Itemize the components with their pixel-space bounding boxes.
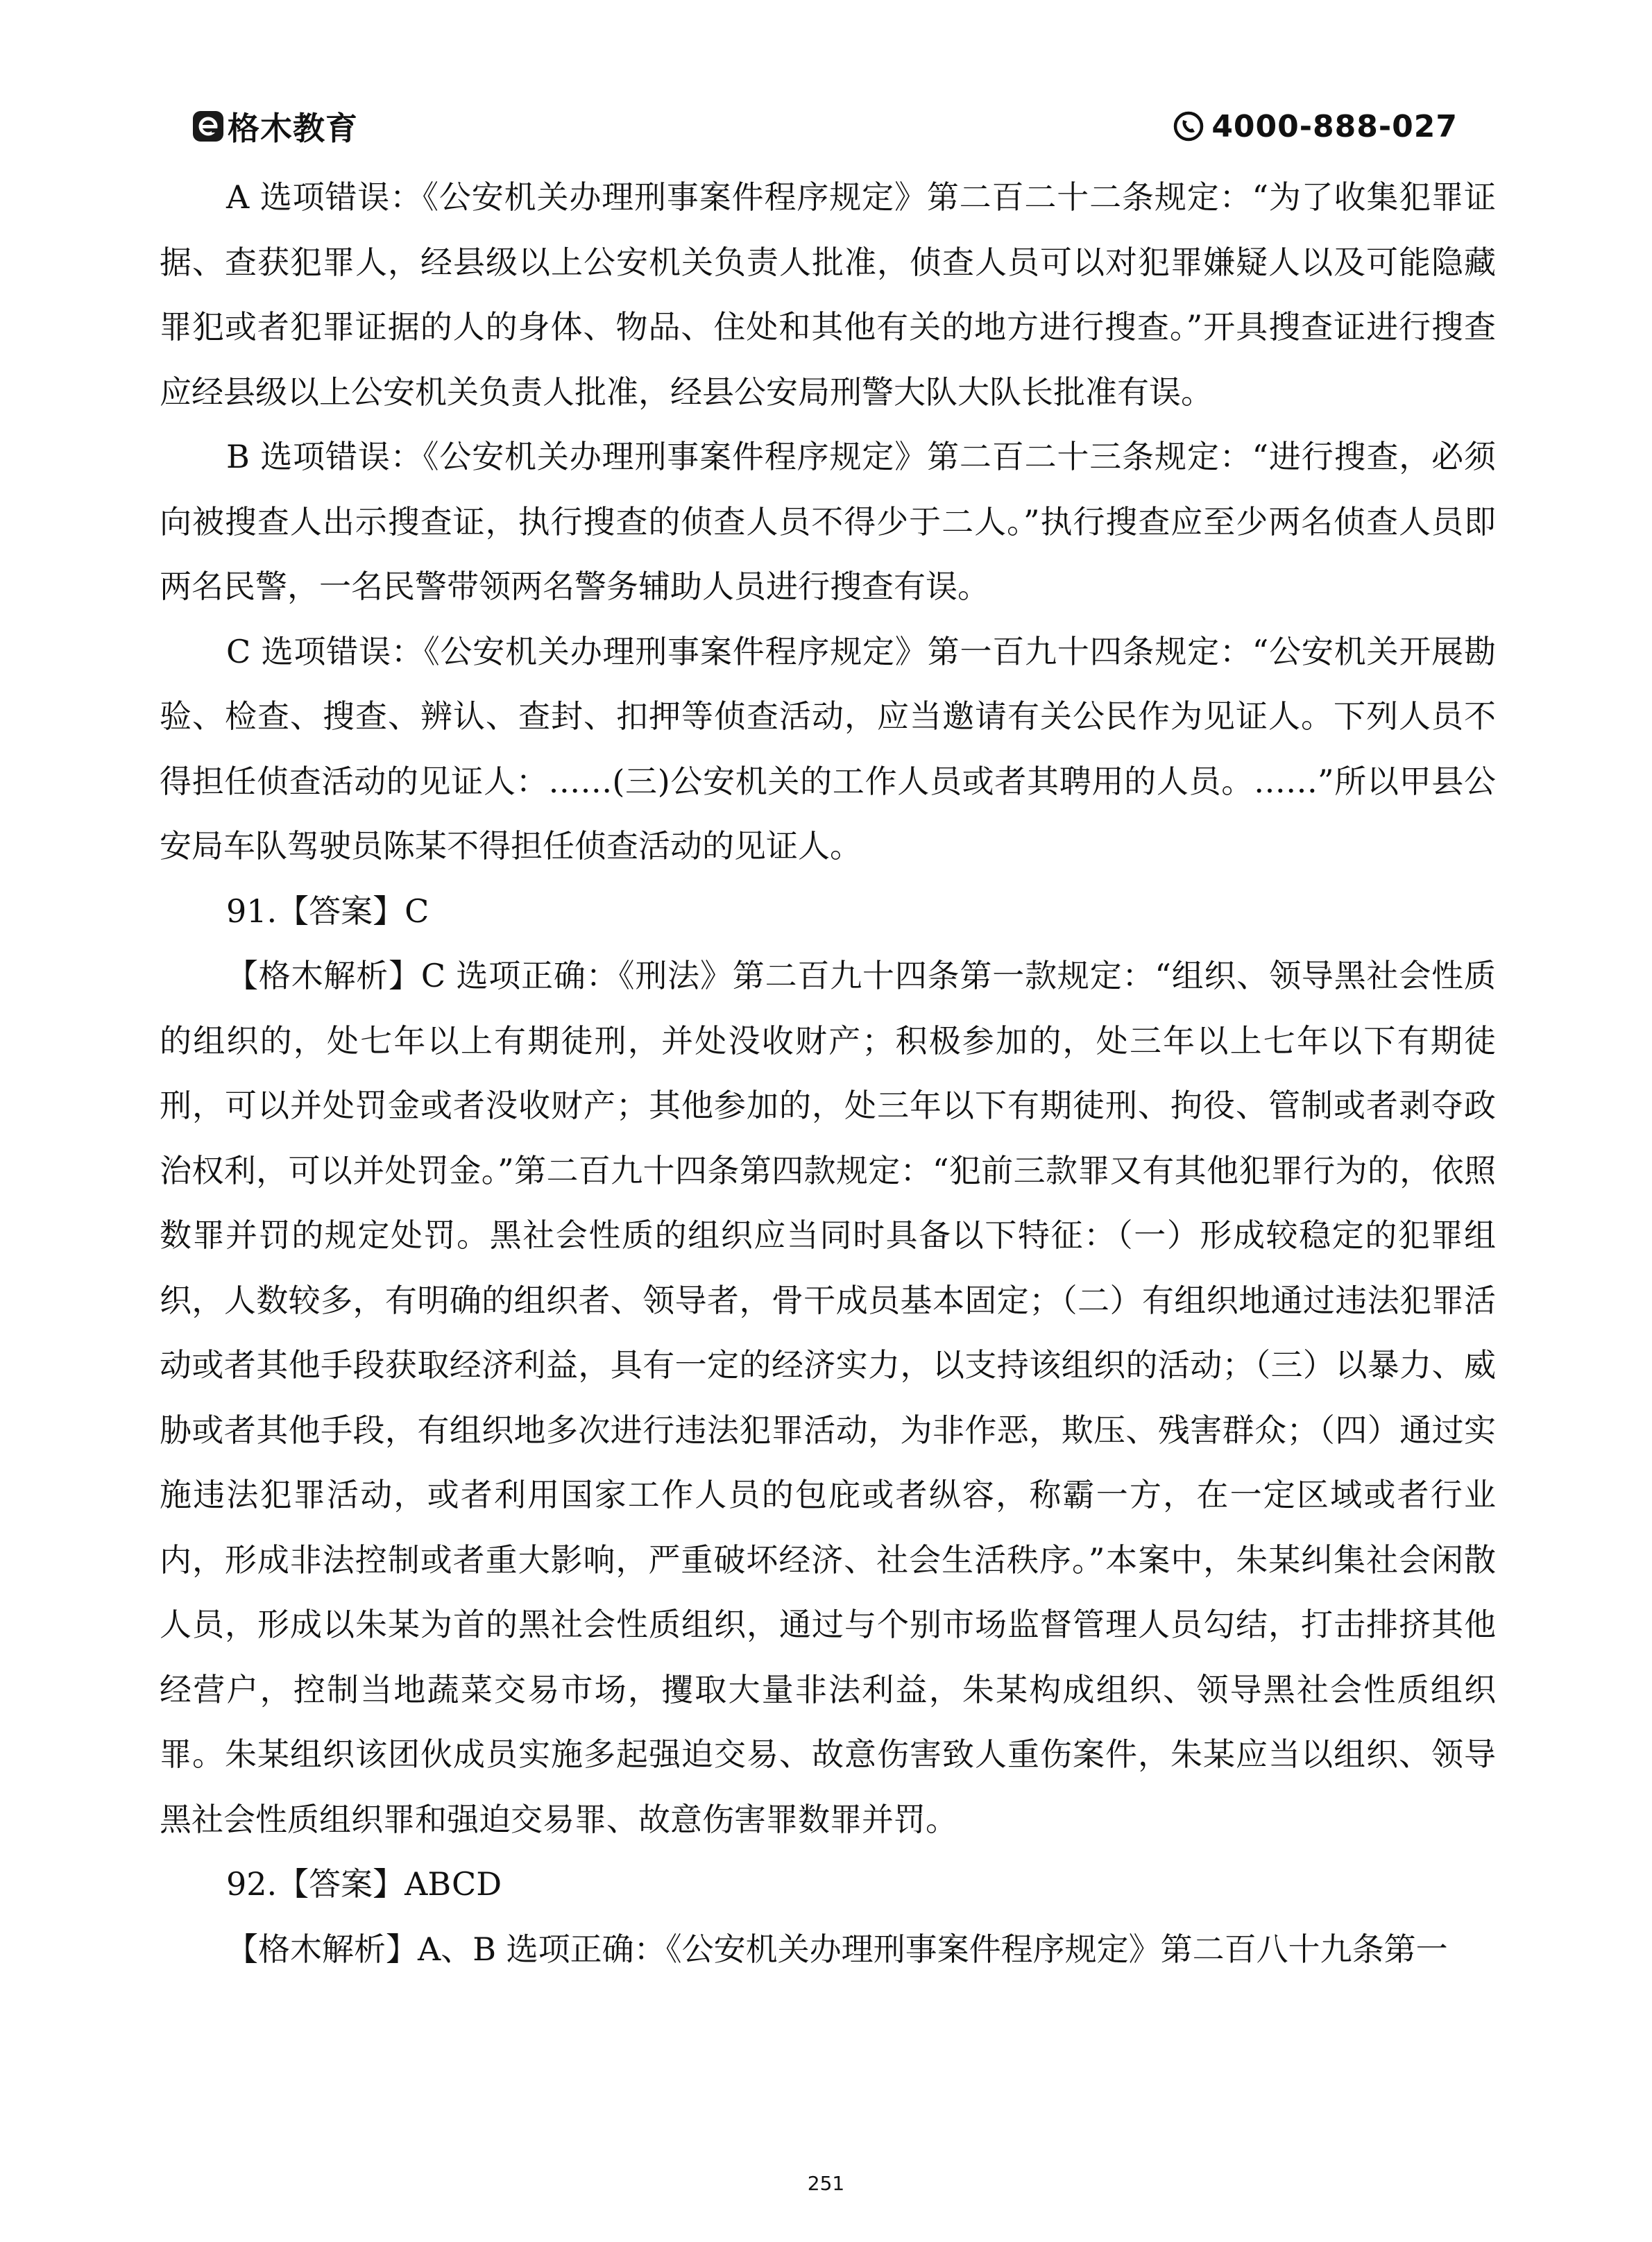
- phone-icon: [1173, 110, 1204, 142]
- page-header: [0, 104, 1652, 153]
- brand-e-logo-icon: [193, 111, 223, 142]
- option-c-explanation: C 选项错误：《公安机关办理刑事案件程序规定》第一百九十四条规定：“公安机关开展勘验、检查、搜查、辨认、查封、扣押等侦查活动，应当邀请有关公民作为见证人。下列人员不得担任侦查活动的见证人：……(三)公安机关的工作人员或者其聘用的人员。……”所以甲县公安局车队驾驶员陈某不得担任侦查活动的见证人。: [160, 632, 1496, 865]
- hotline-number: 4000-888-027: [1211, 108, 1458, 144]
- analysis-91: 【格木解析】C 选项正确：《刑法》第二百九十四条第一款规定：“组织、领导黑社会性质的组织的，处七年以上有期徒刑，并处没收财产；积极参加的，处三年以上七年以下有期徒刑，可以并处罚金或者没收财产；其他参加的，处三年以下有期徒刑、拘役、管制或者剥夺政治权利，可以并处罚金。”第二百九十四条第四款规定：“犯前三款罪又有其他犯罪行为的，依照数罪并罚的规定处罚。黑社会性质的组织应当同时具备以下特征：（一）形成较稳定的犯罪组织，人数较多，有明确的组织者、领导者，骨干成员基本固定；（二）有组织地通过违法犯罪活动或者其他手段获取经济利益，具有一定的经济实力，以支持该组织的活动；（三）以暴力、威胁或者其他手段，有组织地多次进行违法犯罪活动，为非作恶，欺压、残害群众；（四）通过实施违法犯罪活动，或者利用国家工作人员的包庇或者纵容，称霸一方，在一定区域或者行业内，形成非法控制或者重大影响，严重破坏经济、社会生活秩序。”本案中，朱某纠集社会闲散人员，形成以朱某为首的黑社会性质组织，通过与个别市场监督管理人员勾结，打击排挤其他经营户，控制当地蔬菜交易市场，攫取大量非法利益，朱某构成组织、领导黑社会性质组织罪。朱某组织该团伙成员实施多起强迫交易、故意伤害致人重伤案件，朱某应当以组织、领导黑社会性质组织罪和强迫交易罪、故意伤害罪数罪并罚。: [160, 957, 1496, 1838]
- answer-91: 91.【答案】C: [226, 892, 429, 930]
- page-number: 251: [807, 2172, 845, 2195]
- brand-logo: [193, 104, 358, 148]
- answer-92: 92.【答案】ABCD: [226, 1865, 502, 1903]
- option-b-explanation: B 选项错误：《公安机关办理刑事案件程序规定》第二百二十三条规定：“进行搜查，必须向被搜查人出示搜查证，执行搜查的侦查人员不得少于二人。”执行搜查应至少两名侦查人员即两名民警，一名民警带领两名警务辅助人员进行搜查有误。: [160, 438, 1496, 605]
- analysis-92: 【格木解析】A、B 选项正确：《公安机关办理刑事案件程序规定》第二百八十九条第一: [226, 1930, 1448, 1968]
- hotline: [1173, 104, 1458, 148]
- brand-name: 格木教育: [228, 110, 358, 147]
- document-body: [160, 165, 1496, 1982]
- option-a-explanation: A 选项错误：《公安机关办理刑事案件程序规定》第二百二十二条规定：“为了收集犯罪证据、查获犯罪人，经县级以上公安机关负责人批准，侦查人员可以对犯罪嫌疑人以及可能隐藏罪犯或者犯罪证据的人的身体、物品、住处和其他有关的地方进行搜查。”开具搜查证进行搜查应经县级以上公安机关负责人批准，经县公安局刑警大队大队长批准有误。: [160, 178, 1496, 411]
